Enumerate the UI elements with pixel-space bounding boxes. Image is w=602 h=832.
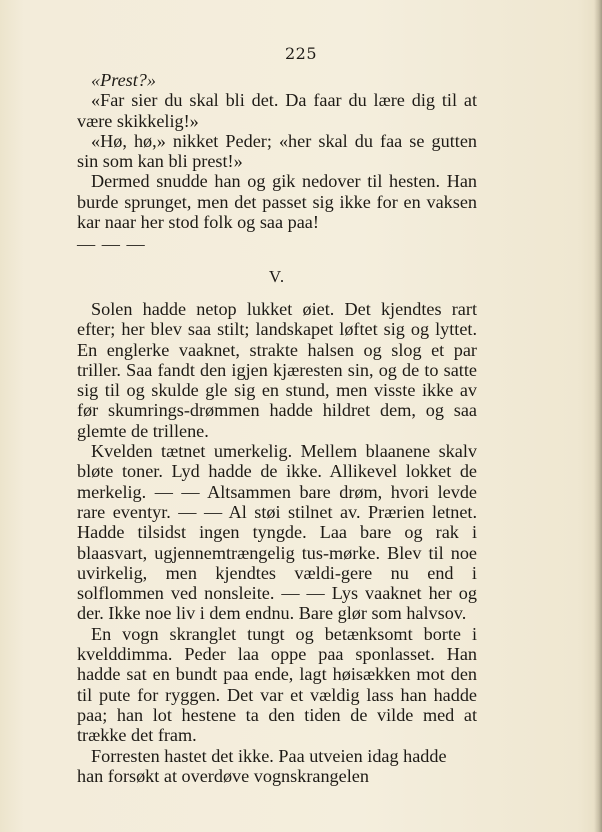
body-text <box>77 70 477 786</box>
paragraph: «Prest?» <box>91 70 156 90</box>
paragraph: «Far sier du skal bli det. Da faar du lære dig til at være skikkelig!» <box>77 90 477 131</box>
paragraph: Dermed snudde han og gik nedover til hesten. Han burde sprunget, men det passet sig ikke for en vaksen kar naar her stod folk og saa paa! <box>77 171 477 233</box>
section-separator: — — — <box>77 234 146 255</box>
paragraph: Forresten hastet det ikke. Paa utveien idag hadde han forsøkt at overdøve vognskrangelen <box>77 745 447 786</box>
paragraph: Solen hadde netop lukket øiet. Det kjendtes rart efter; her blev saa stilt; landskapet løftet sig og lyttet. En englerke vaaknet, strakte halsen og slog et par triller. Saa fandt den igjen kjæresten sin, og de to satte sig til og skulde gle sig en stund, men visste ikke av før skumrings-drømmen hadde hildret dem, og saa glemte de trillene. <box>77 298 477 441</box>
chapter-heading: V. <box>268 266 286 286</box>
page-edge-shadow <box>594 0 602 832</box>
paragraph: «Hø, hø,» nikket Peder; «her skal du faa se gutten sin som kan bli prest!» <box>77 130 477 172</box>
paragraph: Kvelden tætnet umerkelig. Mellem blaanene skalv bløte toner. Lyd hadde de ikke. Allikevel lokket de merkelig. — — Altsammen bare drøm, hvori levde rare eventyr. — — Al støi stilnet av. Prærien letnet. Hadde tilsidst ingen tyngde. Laa bare og rak i blaasvart, ugjennemtrængelig tus-mørke. Blev til noe uvirkelig, men kjendtes vældi-gere nu end i solflommen ved nonsleite. — — Lys vaaknet her og der. Ikke noe liv i dem endnu. Bare glør som halvsov. <box>77 441 477 624</box>
page-number: 225 <box>284 44 318 63</box>
paragraph: En vogn skranglet tungt og betænksomt borte i kvelddimma. Peder laa oppe paa sponlasset. Han hadde sat en bundt paa ende, lagt høisækken mot den til pute for ryggen. Det var et vældig lass han hadde paa; han lot hestene ta den tiden de vilde med at trække det fram. <box>77 623 477 746</box>
